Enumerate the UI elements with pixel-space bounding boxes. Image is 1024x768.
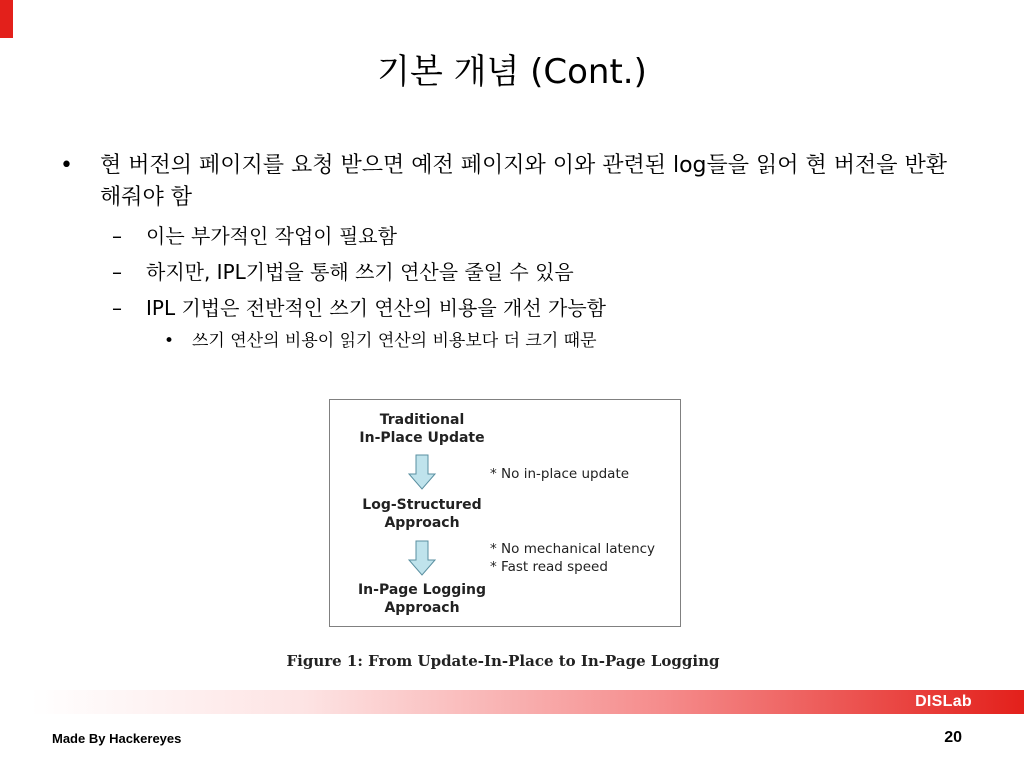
sub-bullet-item <box>60 294 960 322</box>
figure-note: * No in-place update <box>490 466 630 482</box>
page-number: 20 <box>944 729 962 746</box>
sub-bullet-text: IPL 기법은 전반적인 쓰기 연산의 비용을 개선 가능함 <box>146 296 607 320</box>
dash-marker: – <box>112 224 122 248</box>
sub-bullet-text: 이는 부가적인 작업이 필요함 <box>146 224 397 248</box>
figure-note: * No mechanical latency <box>490 541 656 557</box>
sub-bullet-item <box>60 258 960 286</box>
down-arrow-icon <box>408 454 436 490</box>
footer-author: Made By Hackereyes <box>52 731 182 746</box>
slide-title: 기본 개념 (Cont.) <box>377 52 647 92</box>
figure-stage-traditional <box>330 411 514 447</box>
bullet-list <box>60 150 960 354</box>
sub-sub-bullet-text: 쓰기 연산의 비용이 읽기 연산의 비용보다 더 크기 때문 <box>192 331 597 351</box>
footer-brand: DISLab <box>915 693 972 710</box>
bullet-marker: • <box>60 153 73 178</box>
down-arrow-icon <box>408 540 436 576</box>
figure-diagram <box>329 399 681 627</box>
corner-accent-bar <box>0 0 13 38</box>
bullet-marker: • <box>164 331 175 351</box>
stage-label-line: Log-Structured <box>362 497 482 513</box>
stage-label-line: In-Place Update <box>359 430 485 446</box>
dash-marker: – <box>112 296 122 320</box>
bullet-text: 현 버전의 페이지를 요청 받으면 예전 페이지와 이와 관련된 log들을 읽어 현 버전을 반환해줘야 함 <box>100 153 948 210</box>
figure-stage-log-structured <box>330 496 514 532</box>
bullet-item <box>60 150 960 214</box>
figure-note: * Fast read speed <box>490 559 608 575</box>
sub-bullet-text: 하지만, IPL기법을 통해 쓰기 연산을 줄일 수 있음 <box>146 260 574 284</box>
stage-label-line: Approach <box>384 515 460 531</box>
stage-label-line: In-Page Logging <box>357 582 487 598</box>
sub-sub-bullet-item <box>60 328 960 354</box>
dash-marker: – <box>112 260 122 284</box>
sub-bullet-item <box>60 222 960 250</box>
stage-label-line: Traditional <box>379 412 465 428</box>
figure-caption: Figure 1: From Update-In-Place to In-Page Logging <box>286 652 720 670</box>
figure-stage-in-page-logging <box>330 581 514 617</box>
stage-label-line: Approach <box>384 600 460 616</box>
footer-gradient-bar <box>0 690 1024 714</box>
